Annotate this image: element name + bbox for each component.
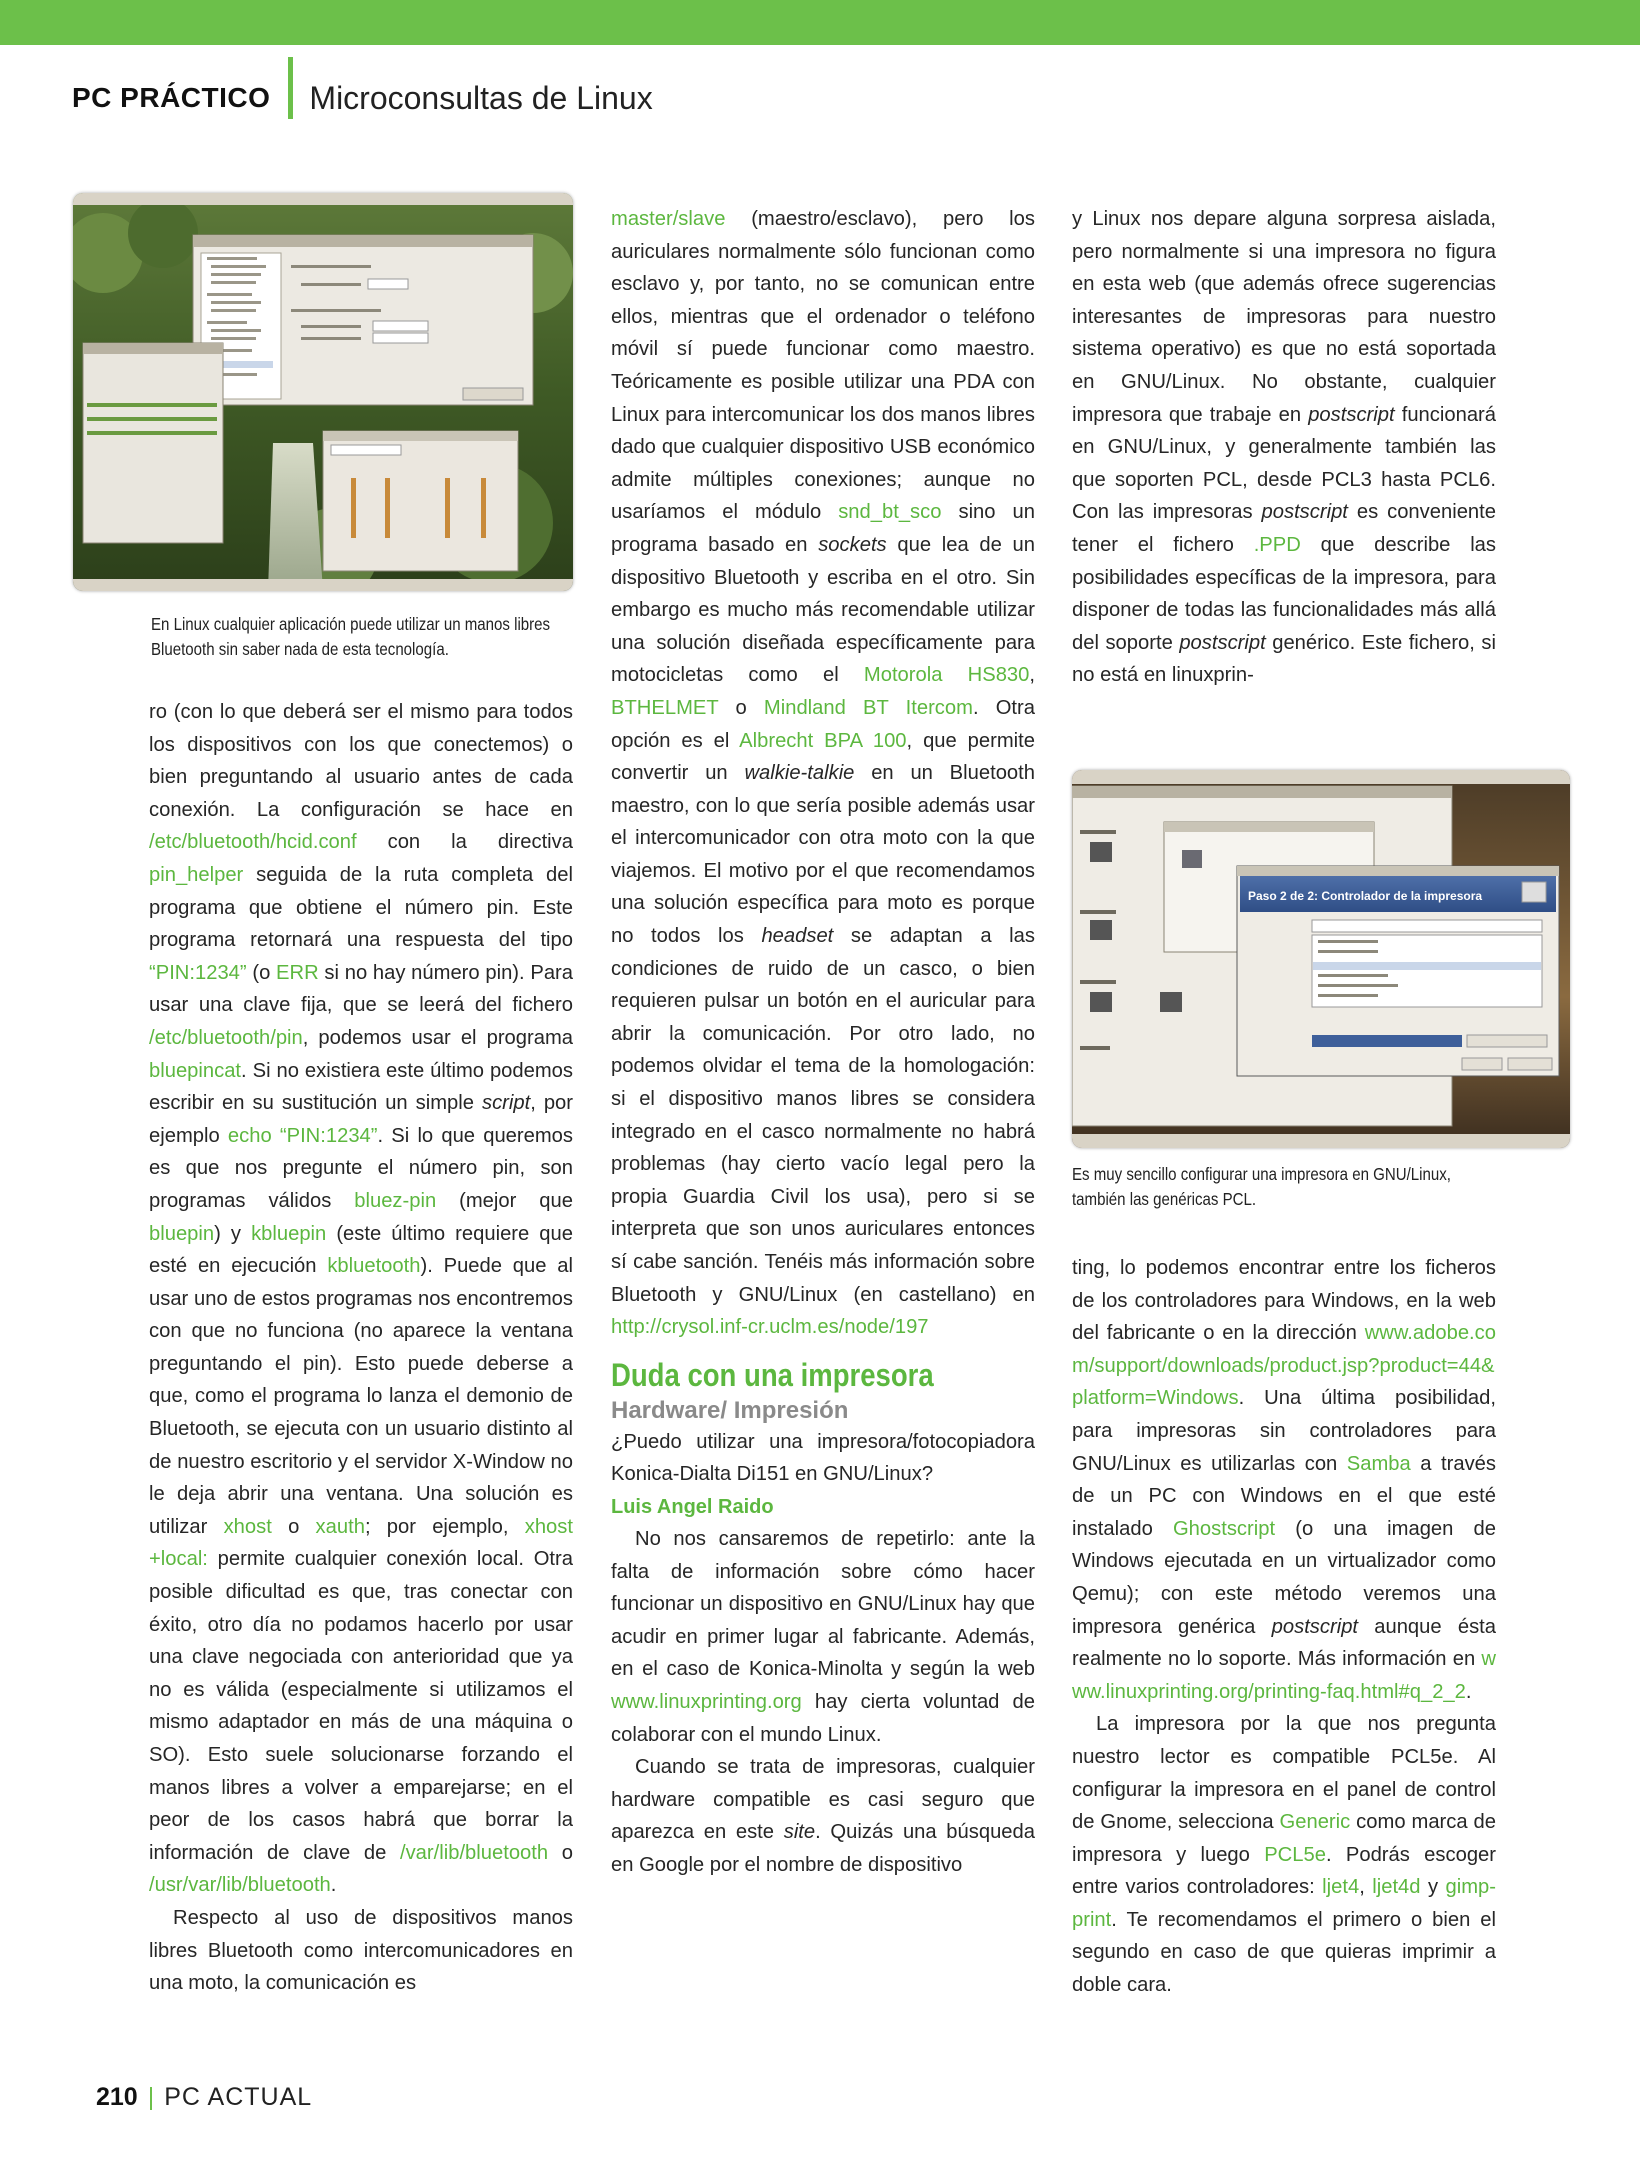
link-ghostscript[interactable]: Ghostscript: [1172, 1517, 1276, 1540]
article-author: Luis Angel Raido: [611, 1495, 774, 1518]
svg-text:Paso 2 de 2: Controlador de la: Paso 2 de 2: Controlador de la impresora: [1248, 889, 1483, 903]
paragraph: Respecto al uso de dispositivos manos libres Bluetooth como intercomunicadores en una moto, la comunicación es: [149, 1906, 573, 1995]
link-bluepincat[interactable]: bluepincat: [149, 1059, 242, 1082]
link-pcl5e[interactable]: PCL5e: [1264, 1843, 1326, 1866]
link-echo[interactable]: echo: [227, 1124, 272, 1147]
figure2-caption-line2: también las genéricas PCL.: [1072, 1189, 1257, 1209]
magazine-name: PC ACTUAL: [164, 2083, 313, 2111]
figure1-caption-line2: Bluetooth sin saber nada de esta tecnología.: [151, 639, 449, 659]
paragraph: ro (con lo que deberá ser el mismo para todos los dispositivos con los que conectemos) o bien preguntando al usuario antes de cada conexión. La configuración se hace en /etc/bluetooth/hcid.conf con la directiva pin_helper seguida de la ruta completa del programa que obtiene el número pin. Este programa retornará una respuesta del tipo “PIN:1234” (o ERR si no hay número pin). Para usar una clave fija, que se leerá del fichero /etc/bluetooth/pin, podemos usar el programa bluepincat. Si no existiera este último podemos escribir en su sustitución un simple script, por ejemplo echo “PIN:1234”. Si lo que queremos es que nos pregunte el número pin, son programas válidos bluez-pin (mejor que bluepin) y kbluepin (este último requiere que esté en ejecución kbluetooth). Puede que al usar uno de estos programas nos encontremos con que no funciona (no aparece la ventana preguntando el pin). Esto puede deberse a que, como el programa lo lanza el demonio de Bluetooth, se ejecuta con un usuario distinto al de nuestro escritorio y el servidor X-Window no le deja abrir una ventana. Una solución es utilizar xhost o xauth; por ejemplo, xhost +local: permite cualquier conexión local. Otra posible dificultad es que, tras conectar con éxito, otro día no podamos hacerlo por usar una clave negociada con anterioridad que ya no es válida (especialmente si utilizamos el mismo adaptador en más de una máquina o SO). Esto suele solucionarse forzando el manos libres a volver a emparejarse; en el peor de los casos habrá que borrar la información de clave de /var/lib/bluetooth o /usr/var/lib/bluetooth.: [149, 701, 573, 1897]
column-3-bottom: [1072, 1252, 1496, 2002]
section-label: PC PRÁCTICO: [72, 82, 271, 113]
desktop-illustration: [73, 193, 573, 591]
link-xauth[interactable]: xauth: [315, 1515, 365, 1538]
paragraph: La impresora por la que nos pregunta nuestro lector es compatible PCL5e. Al configurar la impresora en el panel de control de Gnome, selecciona Generic como marca de impresora y luego PCL5e. Podrás escoger entre varios controladores: ljet4, ljet4d y gimp-print. Te recomendamos el primero o bien el segundo en caso de que quieras imprimir a doble cara.: [1072, 1713, 1496, 1997]
link-master-slave[interactable]: master/slave: [611, 208, 726, 230]
figure2-caption-line1: Es muy sencillo configurar una impresora en GNU/Linux,: [1072, 1164, 1451, 1184]
column-3-top: [1072, 203, 1496, 692]
paragraph: Cuando se trata de impresoras, cualquier hardware compatible es casi seguro que aparezca en este site. Quizás una búsqueda en Google por el nombre de dispositivo: [611, 1756, 1035, 1876]
link-etc-pin[interactable]: /etc/bluetooth/pin: [149, 1026, 303, 1049]
column-1: [149, 696, 573, 2000]
link-hcid-conf[interactable]: /etc/bluetooth/hcid.conf: [149, 831, 357, 854]
figure1-caption: [151, 612, 572, 662]
link-usr-var-lib-bluetooth[interactable]: /usr/var/lib/bluetooth: [149, 1874, 331, 1897]
link-pin-helper[interactable]: pin_helper: [149, 863, 244, 886]
page-number: 210: [96, 2083, 138, 2111]
printer-config-illustration: [1072, 770, 1570, 1148]
link-ppd[interactable]: .PPD: [1253, 533, 1301, 556]
column-2: [611, 203, 1035, 1882]
link-xhost[interactable]: xhost: [223, 1515, 272, 1538]
link-mindland[interactable]: Mindland BT Itercom: [763, 696, 973, 719]
page-footer: [96, 2083, 312, 2112]
article-category: Hardware/ Impresión: [611, 1396, 849, 1424]
link-err[interactable]: ERR: [276, 961, 319, 984]
link-generic[interactable]: Generic: [1279, 1811, 1351, 1834]
link-albrecht[interactable]: Albrecht BPA 100: [739, 729, 907, 752]
link-motorola[interactable]: Motorola HS830: [863, 664, 1030, 687]
link-samba[interactable]: Samba: [1346, 1452, 1411, 1475]
link-xhost-local[interactable]: xhost +local:: [149, 1515, 573, 1571]
figure1-caption-line1: En Linux cualquier aplicación puede utilizar un manos libres: [151, 614, 551, 634]
paragraph: y Linux nos depare alguna sorpresa aislada, pero normalmente si una impresora no figura en esta web (que además ofrece sugerencias interesantes de impresoras para nuestro sistema operativo) es que no está soportada en GNU/Linux. No obstante, cualquier impresora que trabaje en postscript funcionará en GNU/Linux, y generalmente también las que soporten PCL, desde PCL3 hasta PCL6. Con las impresoras postscript es conveniente tener el fichero .PPD que describe las posibilidades específicas de la impresora, para disponer de todas las funcionalidades más allá del soporte postscript genérico. Este fichero, si no está en linuxprin-: [1072, 208, 1496, 687]
link-echo-pin[interactable]: “PIN:1234”: [279, 1124, 378, 1147]
article-heading: Duda con una impresora: [611, 1356, 934, 1393]
article-question: ¿Puedo utilizar una impresora/fotocopiadora Konica-Dialta Di151 en GNU/Linux?: [611, 1430, 1035, 1486]
link-ljet4[interactable]: ljet4: [1322, 1876, 1360, 1899]
link-ljet4d[interactable]: ljet4d: [1372, 1876, 1421, 1899]
footer-divider: |: [147, 2083, 155, 2111]
link-pin-1234[interactable]: “PIN:1234”: [149, 961, 247, 984]
header-divider: [288, 57, 293, 119]
link-kbluepin[interactable]: kbluepin: [251, 1222, 327, 1245]
figure2-screenshot: [1072, 770, 1570, 1148]
figure2-caption: [1072, 1162, 1493, 1212]
paragraph: No nos cansaremos de repetirlo: ante la falta de información sobre cómo hacer funcionar un dispositivo en GNU/Linux hay que acudir en primer lugar al fabricante. Además, en el caso de Konica-Minolta y según la web www.linuxprinting.org hay cierta voluntad de colaborar con el mundo Linux.: [611, 1527, 1035, 1746]
link-gimp-print[interactable]: gimp-print: [1072, 1876, 1496, 1931]
link-linuxprinting[interactable]: www.linuxprinting.org: [611, 1690, 802, 1713]
section-title: Microconsultas de Linux: [309, 79, 653, 116]
link-bthelmet[interactable]: BTHELMET: [611, 696, 719, 719]
link-snd-bt-sco[interactable]: snd_bt_sco: [838, 501, 942, 524]
link-printing-faq[interactable]: www.linuxprinting.org/printing-faq.html#q_2_2: [1072, 1648, 1496, 1703]
top-accent-bar: [0, 0, 1640, 45]
link-bluepin[interactable]: bluepin: [149, 1222, 215, 1245]
link-var-lib-bluetooth[interactable]: /var/lib/bluetooth: [399, 1841, 549, 1864]
link-crysol[interactable]: http://crysol.inf-cr.uclm.es/node/197: [611, 1316, 929, 1339]
paragraph: master/slave (maestro/esclavo), pero los auriculares normalmente sólo funcionan como esclavo y, por tanto, no se comunican entre ellos, mientras que el ordenador o teléfono móvil sí puede funcionar como maestro. Teóricamente es posible utilizar una PDA con Linux para intercomunicar los dos manos libres dado que cualquier dispositivo USB económico admite múltiples conexiones; aunque no usaríamos el módulo snd_bt_sco sino un programa basado en sockets que lea de un dispositivo Bluetooth y escriba en el otro. Sin embargo es mucho más recomendable utilizar una solución diseñada específicamente para motocicletas como el Motorola HS830, BTHELMET o Mindland BT Itercom. Otra opción es el Albrecht BPA 100, que permite convertir un walkie-talkie en un Bluetooth maestro, con lo que sería posible además usar el intercomunicador con otra moto con la que viajemos. El motivo por el que recomendamos una solución específica para moto es porque no todos los headset se adaptan a las condiciones de ruido de un casco, o bien requieren pulsar un botón en el auricular para abrir la comunicación. Por otro lado, no podemos olvidar el tema de la homologación: si el dispositivo manos libres se considera integrado en el casco normalmente no habrá problemas (hay cierto vacío legal pero la propia Guardia Civil los usa), pero si se interpreta que son unos auriculares entonces sí cabe sanción. Tenéis más información sobre Bluetooth y GNU/Linux (en castellano) en http://crysol.inf-cr.uclm.es/node/197: [611, 208, 1035, 1339]
paragraph: ting, lo podemos encontrar entre los ficheros de los controladores para Windows, en la web del fabricante o en la dirección www.adobe.com/support/downloads/product.jsp?product=44&platform=Windows. Una última posibilidad, para impresoras sin controladores para GNU/Linux es utilizarlas con Samba a través de un PC con Windows en el que esté instalado Ghostscript (o una imagen de Windows ejecutada en un virtualizador como Qemu); con este método veremos una impresora genérica postscript aunque ésta realmente no lo soporte. Más información en www.linuxprinting.org/printing-faq.html#q_2_2.: [1072, 1257, 1496, 1703]
figure1-screenshot: [73, 193, 573, 591]
link-kbluetooth[interactable]: kbluetooth: [327, 1255, 421, 1278]
link-bluez-pin[interactable]: bluez-pin: [354, 1189, 437, 1212]
link-adobe[interactable]: www.adobe.com/support/downloads/product.jsp?product=44&platform=Windows: [1072, 1322, 1496, 1410]
page-header: [72, 78, 653, 118]
